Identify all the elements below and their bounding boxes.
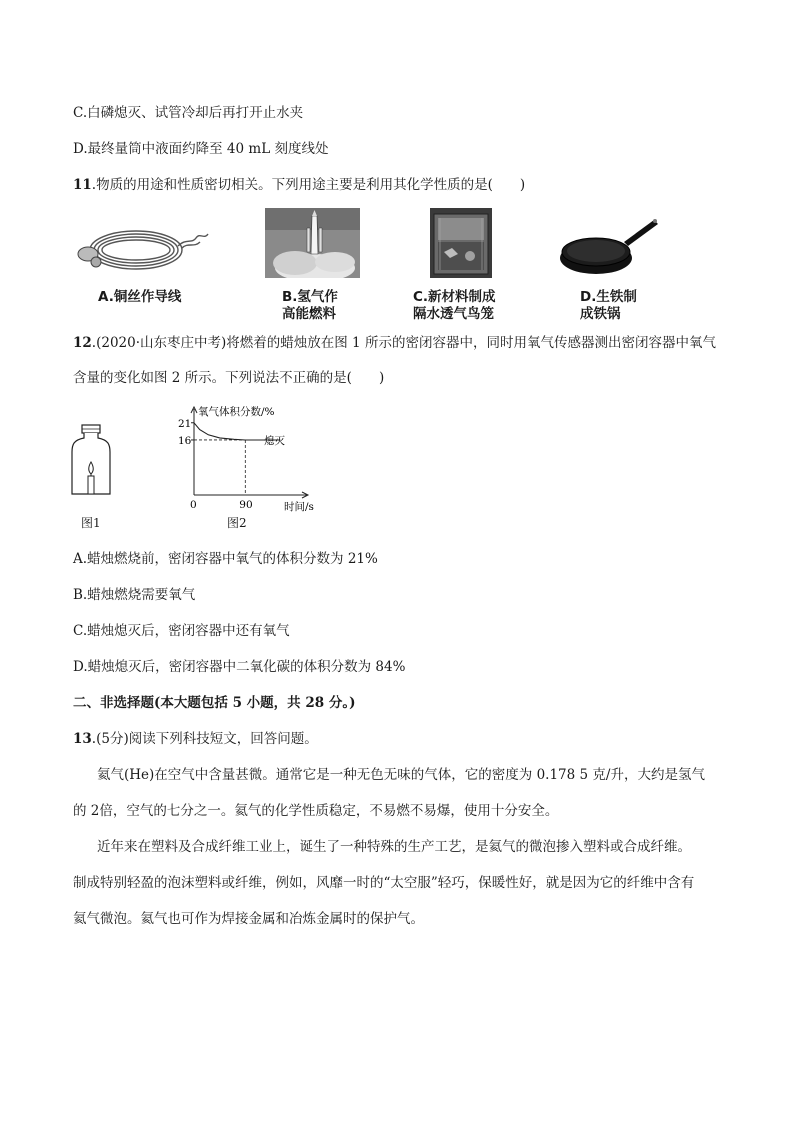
q10-option-c: C.白磷熄灭、试管冷却后再打开止水夹 xyxy=(73,105,304,121)
q13-number: 13 xyxy=(73,731,92,747)
q12-stem-line2: 含量的变化如图 2 所示。下列说法不正确的是( ) xyxy=(73,370,385,386)
q12-option-d: D.蜡烛熄灭后，密闭容器中二氧化碳的体积分数为 84% xyxy=(73,659,406,675)
q12-stem-line1 xyxy=(73,334,716,352)
fig2-caption: 图2 xyxy=(227,516,247,530)
y-tick-label: 16 xyxy=(178,434,192,447)
q11-option-c-label-line2: 隔水透气鸟笼 xyxy=(413,306,494,322)
copper-wire-coil-icon xyxy=(74,218,214,276)
q12-option-a: A.蜡烛燃烧前，密闭容器中氧气的体积分数为 21% xyxy=(73,551,378,567)
q11-option-c-label-line1: C.新材料制成 xyxy=(413,289,496,305)
q11-option-d-label-line2: 成铁锅 xyxy=(580,306,621,322)
q13-paragraph-2-line-2: 制成特别轻盈的泡沫塑料或纤维，例如，风靡一时的“太空服”轻巧，保暖性好，就是因为它的纤维中含有 xyxy=(73,875,695,891)
q10-option-d: D.最终量筒中液面约降至 40 mL 刻度线处 xyxy=(73,141,329,157)
q13-paragraph-1-line-1: 氦气(He)在空气中含量甚微。通常它是一种无色无味的气体，它的密度为 0.178 5 克/升，大约是氢气 xyxy=(97,767,705,783)
fig1-caption: 图1 xyxy=(81,516,101,530)
q13-paragraph-2-line-3: 氦气微泡。氦气也可作为焊接金属和冶炼金属时的保护气。 xyxy=(73,911,424,927)
frying-pan-icon xyxy=(558,212,660,278)
aquarium-birdcage-icon xyxy=(430,208,492,278)
extinguished-annotation: 熄灭 xyxy=(264,434,285,447)
x-tick-label: 90 xyxy=(239,499,253,511)
sealed-jar-candle-icon xyxy=(70,424,112,500)
q12-stem-text: .(2020·山东枣庄中考)将燃着的蜡烛放在图 1 所示的密闭容器中，同时用氧气传感器测出密闭容器中氧气 xyxy=(91,335,716,351)
x-tick-label: 0 xyxy=(190,499,197,511)
oxygen-fraction-chart xyxy=(168,403,318,513)
q11-option-a-label: A.铜丝作导线 xyxy=(98,289,182,305)
x-axis-label: 时间/s xyxy=(284,501,314,513)
q11-stem-text: .物质的用途和性质密切相关。下列用途主要是利用其化学性质的是( ) xyxy=(91,177,526,193)
q11-number: 11 xyxy=(73,177,92,193)
y-axis-label: 氧气体积分数/% xyxy=(198,406,275,418)
y-tick-label: 21 xyxy=(178,417,192,430)
q12-option-c: C.蜡烛熄灭后，密闭容器中还有氧气 xyxy=(73,623,290,639)
q11-stem xyxy=(73,176,525,194)
q11-option-b-label-line2: 高能燃料 xyxy=(282,306,336,322)
rocket-launch-icon xyxy=(265,208,360,278)
q11-option-d-label-line1: D.生铁制 xyxy=(580,289,637,305)
q12-number: 12 xyxy=(73,335,92,351)
q13-paragraph-1-line-2: 的 2倍，空气的七分之一。氦气的化学性质稳定，不易燃不易爆，使用十分安全。 xyxy=(73,803,559,819)
section-2-heading: 二、非选择题(本大题包括 5 小题，共 28 分。) xyxy=(73,695,356,711)
q13-stem-text: .(5分)阅读下列科技短文，回答问题。 xyxy=(91,731,318,747)
q13-paragraph-2-line-1: 近年来在塑料及合成纤维工业上，诞生了一种特殊的生产工艺，是氦气的微泡掺入塑料或合成纤维。 xyxy=(97,839,691,855)
q13-stem xyxy=(73,730,318,748)
q12-option-b: B.蜡烛燃烧需要氧气 xyxy=(73,587,196,603)
q11-option-b-label-line1: B.氢气作 xyxy=(282,289,338,305)
